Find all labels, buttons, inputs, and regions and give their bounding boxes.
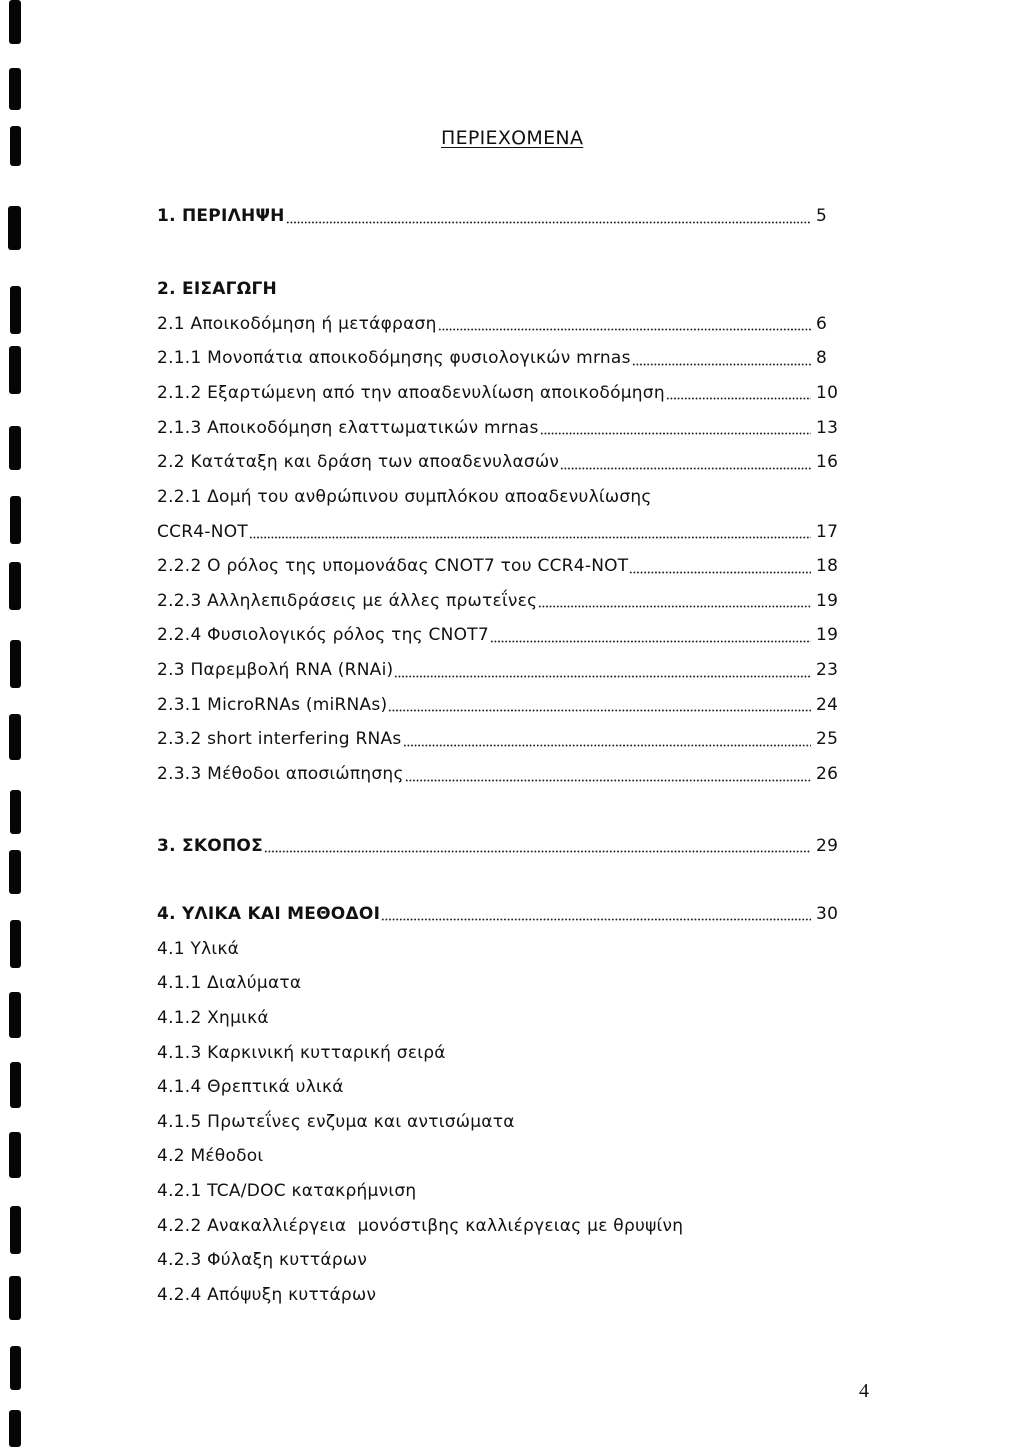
entry-page-number: 26	[816, 764, 839, 784]
toc-section-heading	[157, 897, 840, 932]
toc-entry	[157, 966, 840, 1001]
entry-page-number: 29	[816, 835, 839, 856]
entry-text: CCR4-NOT	[157, 521, 248, 542]
dot-leader	[540, 432, 811, 435]
dot-leader	[381, 918, 811, 921]
binding-mark	[9, 1410, 21, 1447]
dot-leader	[388, 709, 811, 712]
dot-leader	[249, 536, 811, 539]
toc-section	[157, 272, 840, 792]
toc-entry	[157, 514, 840, 549]
dot-leader	[405, 779, 811, 782]
entry-text: 2.1.3 Αποικοδόμηση ελαττωματικών mrnas	[157, 417, 539, 438]
entry-text: 2.3.3 Μέθοδοι αποσιώπησης	[157, 764, 404, 784]
binding-mark	[9, 562, 21, 610]
toc-entry	[157, 1139, 840, 1174]
entry-page-number: 8	[816, 348, 828, 369]
entry-text: 4.2.2 Ανακαλλιέργεια μονόστιβης καλλιέργειας με θρυψίνη	[157, 1215, 684, 1236]
binding-mark	[9, 850, 21, 894]
dot-leader	[286, 221, 811, 224]
toc-entry	[157, 583, 840, 618]
binding-mark	[10, 496, 21, 544]
toc-entry	[157, 445, 840, 480]
toc-entry	[157, 549, 840, 584]
toc-entry	[157, 376, 840, 411]
binding-mark	[9, 1132, 21, 1178]
dot-leader	[403, 744, 811, 747]
dot-leader	[394, 675, 811, 678]
entry-page-number: 23	[816, 660, 839, 681]
toc-section	[157, 897, 840, 1313]
binding-mark	[9, 1276, 21, 1320]
section-heading-text: 2. ΕΙΣΑΓΩΓΗ	[157, 279, 278, 300]
entry-text: 4.2 Μέθοδοι	[157, 1146, 264, 1167]
binding-mark	[10, 1206, 21, 1254]
entry-page-number: 19	[816, 625, 839, 646]
entry-text: 2.2 Κατάταξη και δράση των αποαδενυλασών	[157, 452, 560, 473]
toc-entry	[157, 687, 840, 722]
binding-mark	[10, 126, 21, 166]
binding-mark	[8, 206, 21, 250]
entry-text: 2.3 Παρεμβολή RNA (RNAi)	[157, 660, 394, 681]
toc-entry	[157, 1035, 840, 1070]
binding-mark	[9, 992, 21, 1038]
entry-text: 2.2.4 Φυσιολογικός ρόλος της CNOT7	[157, 625, 489, 646]
toc-entry	[157, 410, 840, 445]
toc-entry	[157, 931, 840, 966]
entry-page-number: 30	[816, 903, 839, 924]
toc-entry	[157, 1278, 840, 1313]
binding-mark	[10, 286, 21, 334]
entry-text: 4.1 Υλικά	[157, 938, 240, 959]
entry-text: 4.1.4 Θρεπτικά υλικά	[157, 1077, 344, 1098]
dot-leader	[560, 467, 811, 470]
binding-mark	[9, 0, 21, 44]
entry-page-number: 5	[816, 206, 828, 226]
toc-entry	[157, 618, 840, 653]
binding-mark	[9, 346, 21, 394]
entry-text: 4.1.1 Διαλύματα	[157, 973, 302, 994]
dot-leader	[632, 363, 811, 366]
entry-page-number: 18	[816, 556, 839, 577]
entry-text: 4.2.3 Φύλαξη κυττάρων	[157, 1250, 368, 1271]
entry-text: 4.2.1 TCA/DOC κατακρήμνιση	[157, 1181, 417, 1202]
toc-entry	[157, 341, 840, 376]
toc-entry	[157, 1070, 840, 1105]
entry-text: 2.1.1 Μονοπάτια αποικοδόμησης φυσιολογικών mrnas	[157, 348, 631, 369]
entry-text: 2.2.3 Αλληλεπιδράσεις με άλλες πρωτεΐνες	[157, 590, 538, 611]
toc-entry	[157, 722, 840, 757]
entry-text: 2.3.2 short interfering RNAs	[157, 729, 402, 750]
binding-mark	[9, 426, 21, 470]
entry-page-number: 17	[816, 521, 839, 542]
toc-section-heading	[157, 829, 840, 864]
binding-mark	[10, 1346, 21, 1390]
toc-entry	[157, 1001, 840, 1036]
entry-text: 2.2.2 Ο ρόλος της υπομονάδας CNOT7 του CCR4-NOT	[157, 556, 629, 577]
section-heading-text: 4. ΥΛΙΚΑ ΚΑΙ ΜΕΘΟΔΟΙ	[157, 903, 381, 924]
toc-section-heading	[157, 199, 840, 234]
binding-mark	[10, 920, 21, 968]
page-number: 4	[859, 1380, 869, 1402]
toc-entry	[157, 1208, 840, 1243]
dot-leader	[264, 850, 811, 853]
toc-entry	[157, 480, 840, 515]
toc-entry	[157, 1105, 840, 1140]
binding-mark	[10, 790, 21, 834]
entry-text: 4.1.3 Καρκινική κυτταρική σειρά	[157, 1042, 446, 1063]
entry-text: 2.1.2 Εξαρτώμενη από την αποαδενυλίωση αποικοδόμηση	[157, 382, 665, 403]
entry-page-number: 13	[816, 417, 839, 438]
binding-mark	[10, 1062, 21, 1108]
entry-text: 2.2.1 Δομή του ανθρώπινου συμπλόκου αποαδενυλίωσης	[157, 486, 652, 507]
toc	[157, 199, 840, 1313]
toc-entry	[157, 1243, 840, 1278]
toc-title: ΠΕΡΙΕΧΟΜΕΝΑ	[441, 127, 584, 149]
entry-page-number: 16	[816, 452, 839, 473]
toc-section	[157, 829, 840, 864]
binding-mark	[9, 68, 21, 110]
toc-section	[157, 199, 840, 234]
entry-text: 4.2.4 Απόψυξη κυττάρων	[157, 1285, 377, 1306]
dot-leader	[666, 397, 811, 400]
entry-page-number: 19	[816, 590, 839, 611]
entry-text: 4.1.2 Χημικά	[157, 1007, 269, 1028]
entry-page-number: 6	[816, 313, 828, 334]
toc-section-heading	[157, 272, 840, 307]
dot-leader	[538, 605, 811, 608]
entry-page-number: 25	[816, 729, 839, 750]
entry-text: 4.1.5 Πρωτεΐνες ενζυμα και αντισώματα	[157, 1111, 515, 1132]
section-heading-text: 1. ΠΕΡΙΛΗΨΗ	[157, 206, 285, 226]
binding-mark	[10, 640, 21, 688]
dot-leader	[629, 571, 811, 574]
entry-page-number: 24	[816, 694, 839, 715]
section-heading-text: 3. ΣΚΟΠΟΣ	[157, 835, 263, 856]
toc-entry	[157, 757, 840, 792]
dot-leader	[490, 640, 811, 643]
entry-text: 2.3.1 MicroRNAs (miRNAs)	[157, 694, 388, 715]
entry-text: 2.1 Αποικοδόμηση ή μετάφραση	[157, 313, 437, 334]
dot-leader	[438, 328, 811, 331]
toc-entry	[157, 1174, 840, 1209]
binding-mark	[9, 714, 21, 760]
toc-entry	[157, 306, 840, 341]
entry-page-number: 10	[816, 382, 839, 403]
toc-entry	[157, 653, 840, 688]
